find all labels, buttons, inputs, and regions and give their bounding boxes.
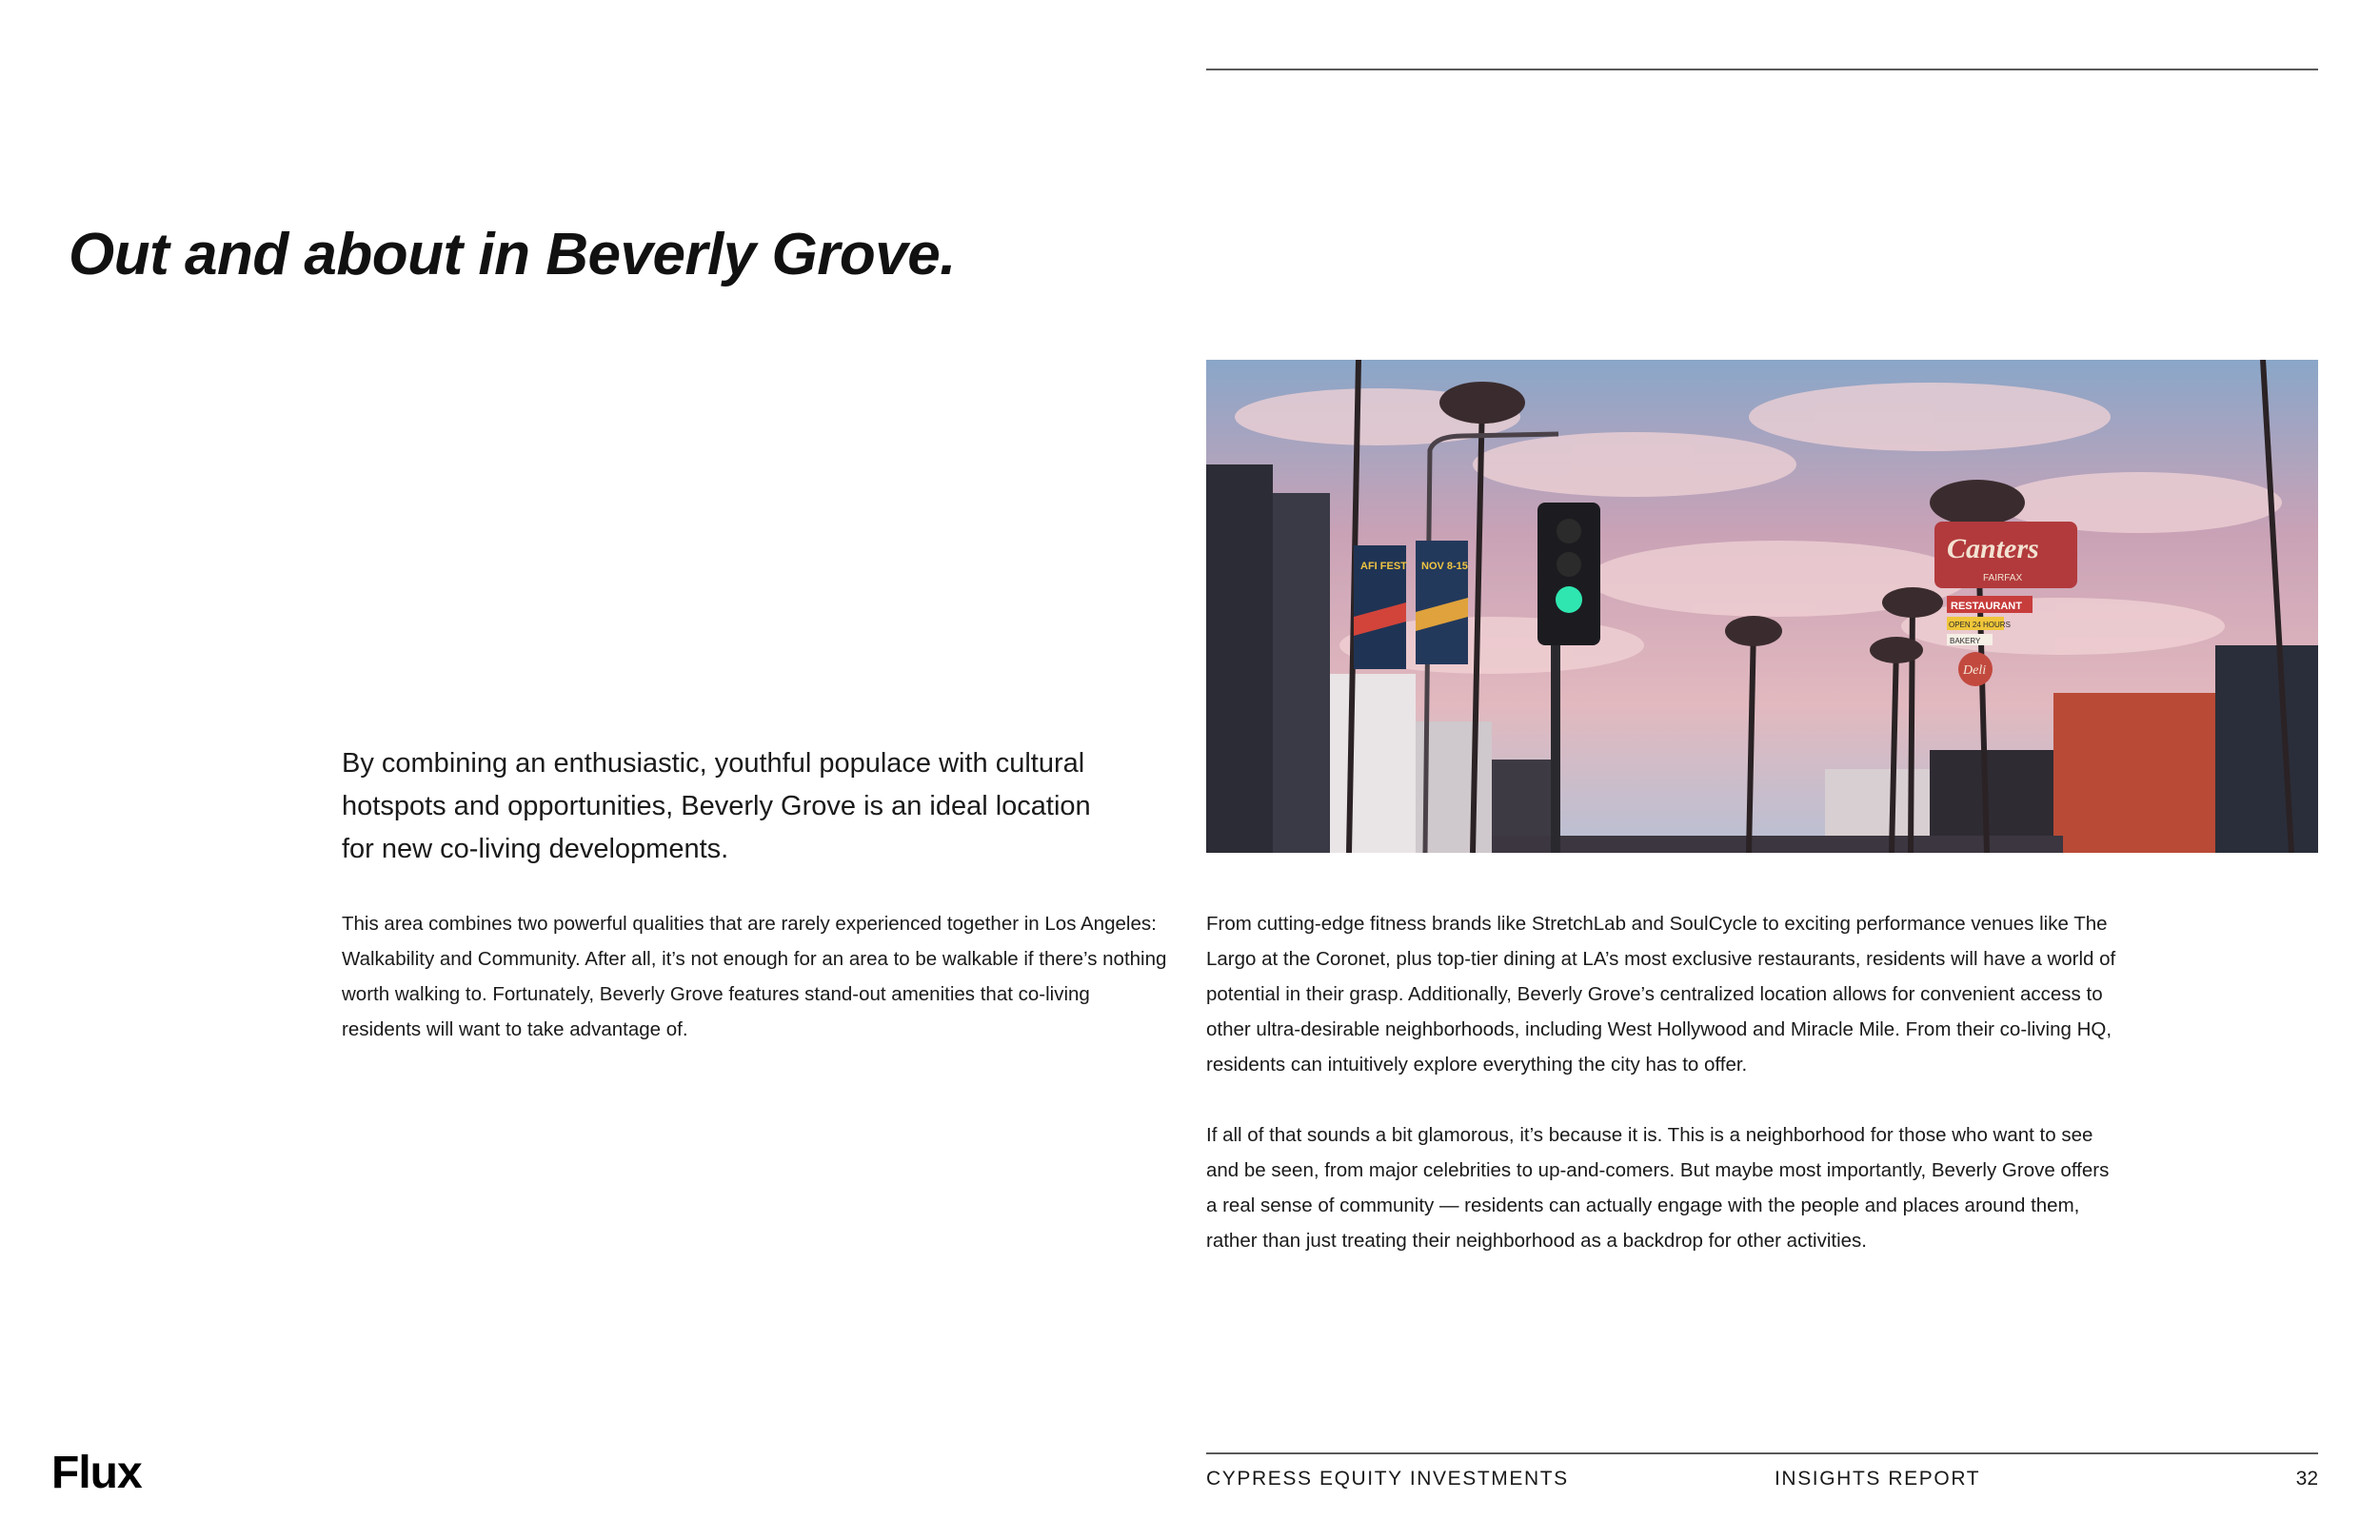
footer-report-title: INSIGHTS REPORT <box>1775 1468 1981 1490</box>
body-right-paragraph-2: If all of that sounds a bit glamorous, it’s because it is. This is a neighborhood for those who want to see and be seen, from major celebrities to up-and-comers. But maybe most importantly, Beverly Grove offers a real sense of community — residents can actually engage with the people and places around them, rather than just treating their neighborhood as a backdrop for other activities. <box>1206 1124 2110 1252</box>
sign-fairfax-text: FAIRFAX <box>1983 573 2023 583</box>
footer-divider <box>1206 1452 2318 1454</box>
street-photo <box>1206 360 2318 853</box>
sign-deli-text: Deli <box>1963 663 1987 678</box>
flux-logo: Flux <box>51 1448 142 1498</box>
body-right-column <box>1206 906 2120 1293</box>
banner-afi-text: AFI FEST <box>1360 561 1407 572</box>
sign-open-text: OPEN 24 HOURS <box>1949 621 2011 629</box>
sign-canters-text: Canters <box>1947 533 2039 564</box>
banner-date-text: NOV 8-15 <box>1421 561 1468 572</box>
body-left-paragraph: This area combines two powerful qualities that are rarely experienced together in Los Angeles: Walkability and Community. After all, it’s not enough for an area to be walkable if there’s nothing worth walking to. Fortunately, Beverly Grove features stand-out amenities that co-living residents will want to take advantage of. <box>342 913 1167 1040</box>
sign-bakery-text: BAKERY <box>1950 637 1981 645</box>
lead-paragraph: By combining an enthusiastic, youthful populace with cultural hotspots and opportunities, Beverly Grove is an ideal location for new co-living developments. <box>342 748 1091 864</box>
sign-restaurant-text: RESTAURANT <box>1951 601 2022 612</box>
page-number: 32 <box>2295 1468 2318 1490</box>
body-right-paragraph-1: From cutting-edge fitness brands like StretchLab and SoulCycle to exciting performance venues like The Largo at the Coronet, plus top-tier dining at LA’s most exclusive restaurants, residents will have a world of potential in their grasp. Additionally, Beverly Grove’s centralized location allows for convenient access to other ultra-desirable neighborhoods, including West Hollywood and Miracle Mile. From their co-living HQ, residents can intuitively explore everything the city has to offer. <box>1206 913 2116 1076</box>
page-title: Out and about in Beverly Grove. <box>69 222 956 287</box>
footer-company: CYPRESS EQUITY INVESTMENTS <box>1206 1468 1569 1490</box>
top-divider <box>1206 69 2318 70</box>
